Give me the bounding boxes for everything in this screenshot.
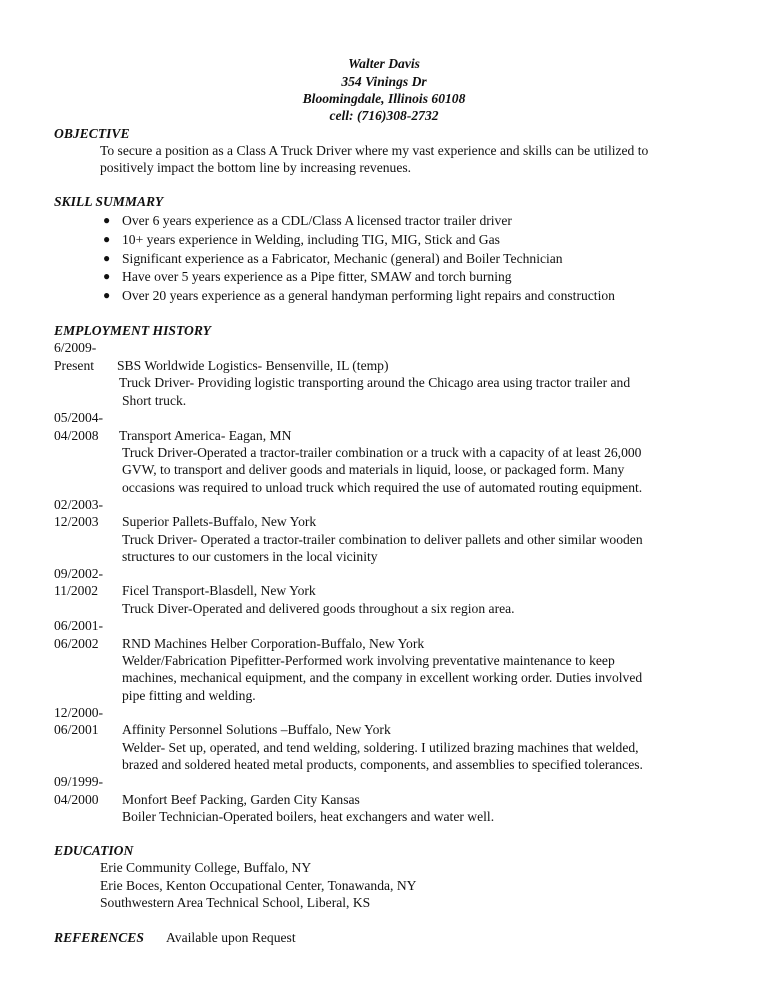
job-description-line: machines, mechanical equipment, and the company in excellent working order. Duties involved xyxy=(122,670,643,685)
bullet-icon: ● xyxy=(103,269,111,283)
job-description-line: occasions was required to unload truck which required the use of automated routing equipment. xyxy=(122,480,643,495)
job-date-end: 04/2000 xyxy=(54,792,99,807)
address-city: Bloomingdale, Illinois 60108 xyxy=(302,91,466,106)
skills-heading: SKILL SUMMARY xyxy=(54,194,164,209)
education-item: Southwestern Area Technical School, Liberal, KS xyxy=(100,895,371,910)
job-description-line: brazed and soldered heated metal products, components, and assemblies to specified tolerances. xyxy=(122,757,643,772)
job-company: Superior Pallets-Buffalo, New York xyxy=(122,514,317,529)
job-company: RND Machines Helber Corporation-Buffalo, New York xyxy=(122,636,425,651)
resume-name: Walter Davis xyxy=(348,56,420,71)
skill-item: Over 20 years experience as a general handyman performing light repairs and construction xyxy=(122,288,615,303)
job-date-start: 02/2003- xyxy=(54,497,104,512)
objective-line-2: positively impact the bottom line by increasing revenues. xyxy=(100,160,412,175)
education-item: Erie Boces, Kenton Occupational Center, Tonawanda, NY xyxy=(100,878,417,893)
job-description-line: Boiler Technician-Operated boilers, heat exchangers and water well. xyxy=(122,809,495,824)
job-date-end: 04/2008 xyxy=(54,428,99,443)
job-date-start: 09/2002- xyxy=(54,566,104,581)
job-date-end: 12/2003 xyxy=(54,514,99,529)
phone-number: cell: (716)308-2732 xyxy=(329,108,439,123)
address-street: 354 Vinings Dr xyxy=(341,74,427,89)
job-date-end: 06/2002 xyxy=(54,636,99,651)
references-text: Available upon Request xyxy=(166,930,296,945)
job-description-line: Truck Diver-Operated and delivered goods throughout a six region area. xyxy=(122,601,515,616)
education-item: Erie Community College, Buffalo, NY xyxy=(100,860,312,875)
job-date-start: 6/2009- xyxy=(54,340,97,355)
job-date-end: Present xyxy=(54,358,95,373)
bullet-icon: ● xyxy=(103,251,111,265)
bullet-icon: ● xyxy=(103,288,111,302)
job-description-line: GVW, to transport and deliver goods and materials in liquid, loose, or packaged form. Many xyxy=(122,462,625,477)
education-heading: EDUCATION xyxy=(54,843,134,858)
job-description-line: Welder/Fabrication Pipefitter-Performed work involving preventative maintenance to keep xyxy=(122,653,615,668)
skill-item: Significant experience as a Fabricator, Mechanic (general) and Boiler Technician xyxy=(122,251,563,266)
job-description-line: Short truck. xyxy=(122,393,187,408)
job-company: Affinity Personnel Solutions –Buffalo, New York xyxy=(122,722,391,737)
objective-heading: OBJECTIVE xyxy=(54,126,130,141)
employment-heading: EMPLOYMENT HISTORY xyxy=(54,323,211,338)
objective-line-1: To secure a position as a Class A Truck Driver where my vast experience and skills can be utilized to xyxy=(100,143,649,158)
job-description-line: Truck Driver- Operated a tractor-trailer combination to deliver pallets and other similar wooden xyxy=(122,532,643,547)
job-description-line: pipe fitting and welding. xyxy=(122,688,256,703)
bullet-icon: ● xyxy=(103,232,111,246)
bullet-icon: ● xyxy=(103,213,111,227)
job-company: SBS Worldwide Logistics- Bensenville, IL (temp) xyxy=(117,358,389,373)
job-company: Transport America- Eagan, MN xyxy=(119,428,292,443)
references-heading: REFERENCES xyxy=(54,930,144,945)
skill-item: Over 6 years experience as a CDL/Class A licensed tractor trailer driver xyxy=(122,213,512,228)
job-description-line: Welder- Set up, operated, and tend welding, soldering. I utilized brazing machines that welded, xyxy=(122,740,639,755)
job-description-line: structures to our customers in the local vicinity xyxy=(122,549,378,564)
job-description-line: Truck Driver- Providing logistic transporting around the Chicago area using tractor trailer and xyxy=(119,375,631,390)
job-date-end: 06/2001 xyxy=(54,722,99,737)
job-date-start: 09/1999- xyxy=(54,774,104,789)
job-company: Ficel Transport-Blasdell, New York xyxy=(122,583,316,598)
job-company: Monfort Beef Packing, Garden City Kansas xyxy=(122,792,360,807)
job-date-end: 11/2002 xyxy=(54,583,99,598)
job-description-line: Truck Driver-Operated a tractor-trailer combination or a truck with a capacity of at least 26,000 xyxy=(122,445,642,460)
job-date-start: 06/2001- xyxy=(54,618,104,633)
skill-item: 10+ years experience in Welding, including TIG, MIG, Stick and Gas xyxy=(122,232,500,247)
skill-item: Have over 5 years experience as a Pipe fitter, SMAW and torch burning xyxy=(122,269,512,284)
job-date-start: 12/2000- xyxy=(54,705,104,720)
job-date-start: 05/2004- xyxy=(54,410,104,425)
